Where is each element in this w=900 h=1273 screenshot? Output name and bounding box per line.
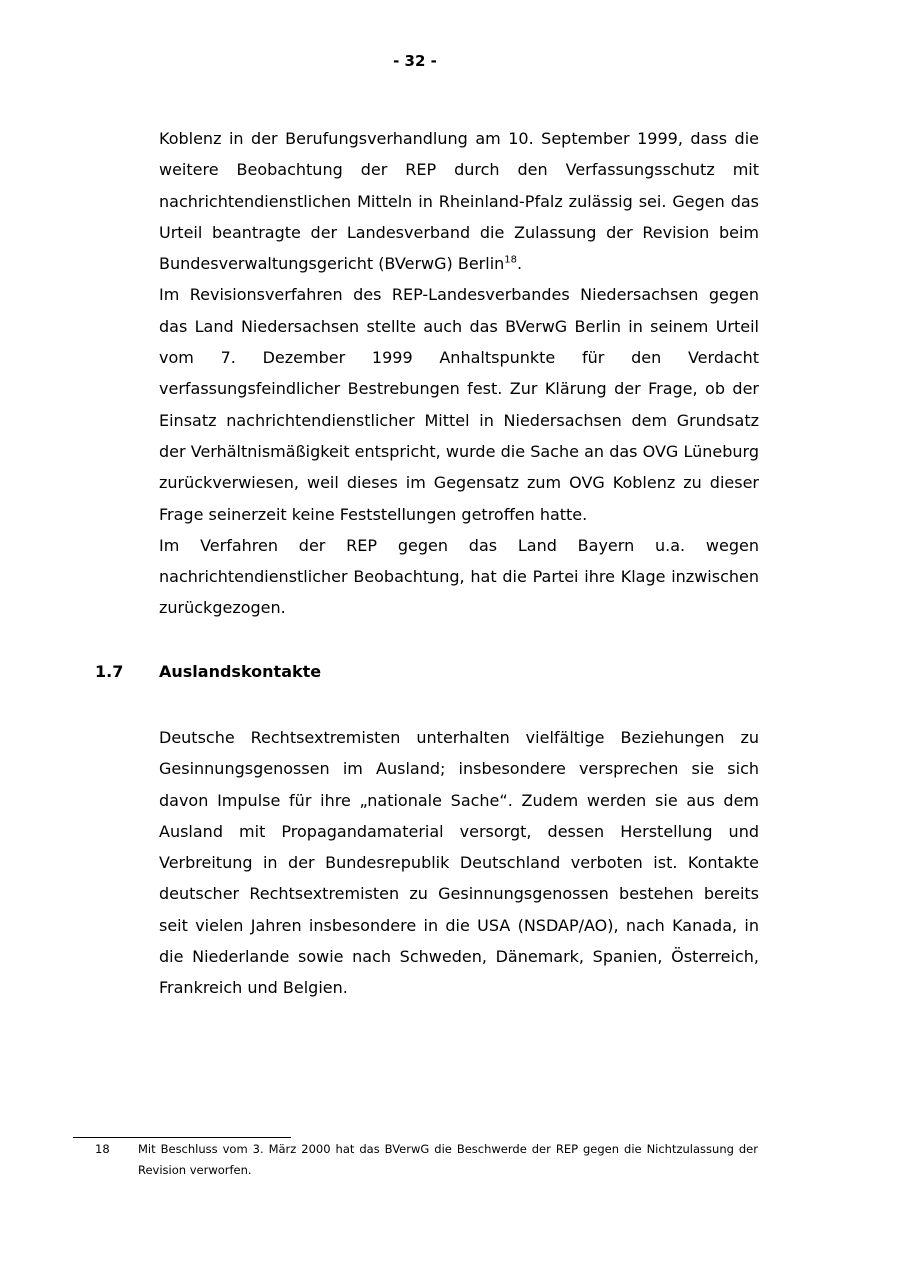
- paragraph-3: Im Verfahren der REP gegen das Land Bayern u.a. wegen nachrichtendienstlicher Beobachtung, hat die Partei ihre Klage inzwischen zurückgezogen.: [159, 535, 759, 618]
- paragraph-4: Deutsche Rechtsextremisten unterhalten vielfältige Beziehungen zu Gesinnungsgenossen im Ausland; insbesondere versprechen sie sich davon Impulse für ihre „nationale Sache“. Zudem werden sie aus dem Ausland mit Propagandamaterial versorgt, dessen Herstellung und Verbreitung in der Bundesrepublik Deutschland verboten ist. Kontakte deutscher Rechtsextremisten zu Gesinnungsgenossen bestehen bereits seit vielen Jahren insbesondere in die USA (NSDAP/AO), nach Kanada, in die Niederlande sowie nach Schweden, Dänemark, Spanien, Österreich, Frankreich und Belgien.: [159, 728, 759, 998]
- footnote-number: 18: [95, 1142, 110, 1156]
- footnote: [95, 1139, 758, 1180]
- paragraph-1: [159, 123, 759, 279]
- footnote-reference[interactable]: 18: [504, 254, 518, 266]
- section-number: 1.7: [95, 662, 124, 681]
- page-number: - 32 -: [393, 52, 437, 70]
- paragraph-1-end: .: [517, 254, 523, 274]
- footnote-divider: [73, 1137, 291, 1138]
- section-title: Auslandskontakte: [159, 662, 322, 681]
- text-block-2: [159, 722, 759, 1004]
- paragraph-1-text: Koblenz in der Berufungsverhandlung am 10. September 1999, dass die weitere Beobachtung der REP durch den Verfassungsschutz mit nachrichtendienstlichen Mitteln in Rheinland-Pfalz zulässig sei. Gegen das Urteil beantragte der Landesverband die Zulassung der Revision beim Bundesverwaltungsgericht (BVerwG) Berlin: [159, 129, 759, 274]
- text-block-1: [159, 123, 759, 624]
- paragraph-2: Im Revisionsverfahren des REP-Landesverbandes Niedersachsen gegen das Land Niedersachsen stellte auch das BVerwG Berlin in seinem Urteil vom 7. Dezember 1999 Anhaltspunkte für den Verdacht verfassungsfeindlicher Bestrebungen fest. Zur Klärung der Frage, ob der Einsatz nachrichtendienstlicher Mittel in Niedersachsen dem Grundsatz der Verhältnismäßigkeit entspricht, wurde die Sache an das OVG Lüneburg zurückverwiesen, weil dieses im Gegensatz zum OVG Koblenz zu dieser Frage seinerzeit keine Feststellungen getroffen hatte.: [159, 285, 759, 524]
- footnote-text: Mit Beschluss vom 3. März 2000 hat das BVerwG die Beschwerde der REP gegen die Nichtzulassung der Revision verworfen.: [138, 1142, 758, 1177]
